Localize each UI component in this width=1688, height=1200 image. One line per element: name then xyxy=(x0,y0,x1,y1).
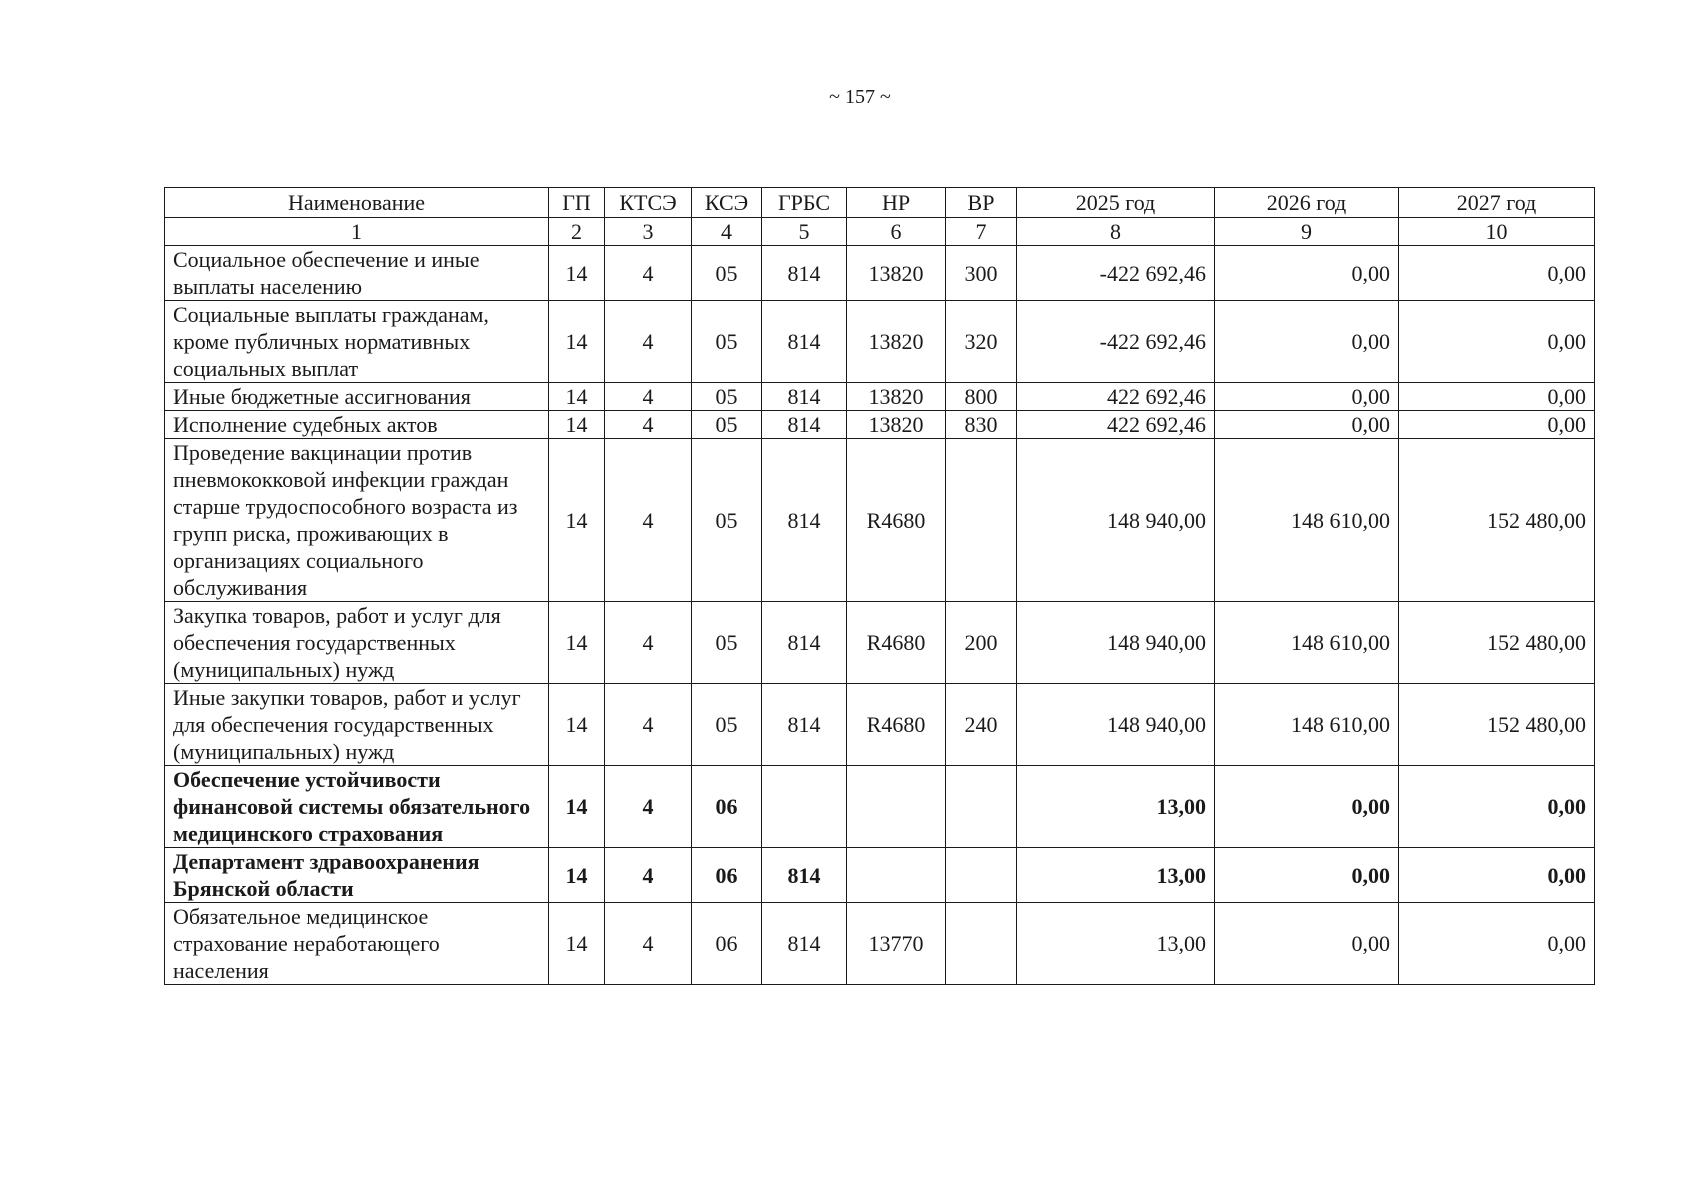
cell-vr: 240 xyxy=(946,684,1017,766)
header-row xyxy=(165,188,1595,218)
cell-2025: 13,00 xyxy=(1017,766,1215,848)
cell-vr xyxy=(946,903,1017,985)
cell-vr xyxy=(946,848,1017,903)
cell-name: Социальное обеспечение и иные выплаты населению xyxy=(165,246,549,301)
cell-nr: R4680 xyxy=(847,602,946,684)
cell-vr: 830 xyxy=(946,411,1017,439)
cell-name: Иные закупки товаров, работ и услуг для обеспечения государственных (муниципальных) нужд xyxy=(165,684,549,766)
header-cell-nr: НР xyxy=(847,188,946,218)
cell-2026: 148 610,00 xyxy=(1215,602,1399,684)
column-number-cell: 6 xyxy=(847,218,946,246)
cell-ktse: 4 xyxy=(605,684,692,766)
header-cell-name: Наименование xyxy=(165,188,549,218)
cell-2027: 152 480,00 xyxy=(1399,684,1595,766)
cell-grbs: 814 xyxy=(762,684,847,766)
cell-grbs: 814 xyxy=(762,246,847,301)
cell-vr: 200 xyxy=(946,602,1017,684)
cell-2027: 0,00 xyxy=(1399,411,1595,439)
cell-2025: 148 940,00 xyxy=(1017,684,1215,766)
cell-gp: 14 xyxy=(549,602,605,684)
column-number-cell: 3 xyxy=(605,218,692,246)
cell-ktse: 4 xyxy=(605,301,692,383)
cell-kse: 06 xyxy=(692,766,762,848)
cell-ktse: 4 xyxy=(605,602,692,684)
table-row xyxy=(165,602,1595,684)
column-number-cell: 10 xyxy=(1399,218,1595,246)
cell-2027: 0,00 xyxy=(1399,848,1595,903)
cell-vr: 320 xyxy=(946,301,1017,383)
cell-kse: 06 xyxy=(692,848,762,903)
cell-kse: 05 xyxy=(692,301,762,383)
cell-nr xyxy=(847,766,946,848)
column-number-cell: 9 xyxy=(1215,218,1399,246)
column-number-cell: 5 xyxy=(762,218,847,246)
cell-2027: 152 480,00 xyxy=(1399,602,1595,684)
cell-name: Социальные выплаты гражданам, кроме публичных нормативных социальных выплат xyxy=(165,301,549,383)
cell-kse: 05 xyxy=(692,602,762,684)
table-body xyxy=(165,188,1595,985)
column-number-row xyxy=(165,218,1595,246)
table-row xyxy=(165,383,1595,411)
table-row xyxy=(165,301,1595,383)
cell-nr: 13770 xyxy=(847,903,946,985)
cell-vr xyxy=(946,439,1017,602)
table-row xyxy=(165,766,1595,848)
cell-nr: 13820 xyxy=(847,411,946,439)
cell-2025: 13,00 xyxy=(1017,903,1215,985)
cell-2025: 13,00 xyxy=(1017,848,1215,903)
cell-ktse: 4 xyxy=(605,848,692,903)
cell-2025: -422 692,46 xyxy=(1017,301,1215,383)
cell-nr: R4680 xyxy=(847,439,946,602)
cell-gp: 14 xyxy=(549,383,605,411)
cell-ktse: 4 xyxy=(605,766,692,848)
cell-kse: 05 xyxy=(692,246,762,301)
cell-name: Департамент здравоохранения Брянской области xyxy=(165,848,549,903)
cell-ktse: 4 xyxy=(605,411,692,439)
cell-gp: 14 xyxy=(549,848,605,903)
table-row xyxy=(165,439,1595,602)
cell-2026: 0,00 xyxy=(1215,246,1399,301)
cell-vr: 800 xyxy=(946,383,1017,411)
cell-grbs: 814 xyxy=(762,383,847,411)
cell-grbs: 814 xyxy=(762,411,847,439)
page-number: ~ 157 ~ xyxy=(829,86,891,108)
cell-2027: 0,00 xyxy=(1399,246,1595,301)
cell-gp: 14 xyxy=(549,439,605,602)
cell-2025: 422 692,46 xyxy=(1017,383,1215,411)
cell-grbs: 814 xyxy=(762,848,847,903)
cell-2025: -422 692,46 xyxy=(1017,246,1215,301)
header-cell-gp: ГП xyxy=(549,188,605,218)
cell-2026: 148 610,00 xyxy=(1215,439,1399,602)
cell-kse: 05 xyxy=(692,383,762,411)
budget-table xyxy=(164,187,1595,985)
cell-2027: 0,00 xyxy=(1399,766,1595,848)
column-number-cell: 2 xyxy=(549,218,605,246)
cell-nr: 13820 xyxy=(847,383,946,411)
table-row xyxy=(165,848,1595,903)
cell-name: Иные бюджетные ассигнования xyxy=(165,383,549,411)
header-cell-ktse: КТСЭ xyxy=(605,188,692,218)
cell-gp: 14 xyxy=(549,411,605,439)
cell-kse: 05 xyxy=(692,411,762,439)
cell-2026: 0,00 xyxy=(1215,383,1399,411)
cell-grbs: 814 xyxy=(762,602,847,684)
cell-2026: 0,00 xyxy=(1215,411,1399,439)
cell-2027: 0,00 xyxy=(1399,383,1595,411)
cell-2026: 0,00 xyxy=(1215,301,1399,383)
header-cell-grbs: ГРБС xyxy=(762,188,847,218)
cell-name: Обеспечение устойчивости финансовой системы обязательного медицинского страхования xyxy=(165,766,549,848)
cell-gp: 14 xyxy=(549,301,605,383)
column-number-cell: 7 xyxy=(946,218,1017,246)
column-number-cell: 8 xyxy=(1017,218,1215,246)
cell-nr xyxy=(847,848,946,903)
table-row xyxy=(165,903,1595,985)
column-number-cell: 4 xyxy=(692,218,762,246)
cell-2026: 148 610,00 xyxy=(1215,684,1399,766)
cell-grbs xyxy=(762,766,847,848)
table-row xyxy=(165,684,1595,766)
table-row xyxy=(165,411,1595,439)
cell-kse: 05 xyxy=(692,684,762,766)
cell-name: Проведение вакцинации против пневмококковой инфекции граждан старше трудоспособного возраста из групп риска, проживающих в организациях социального обслуживания xyxy=(165,439,549,602)
cell-nr: R4680 xyxy=(847,684,946,766)
cell-2025: 148 940,00 xyxy=(1017,602,1215,684)
cell-ktse: 4 xyxy=(605,903,692,985)
header-cell-2027: 2027 год xyxy=(1399,188,1595,218)
cell-kse: 05 xyxy=(692,439,762,602)
header-cell-2026: 2026 год xyxy=(1215,188,1399,218)
cell-name: Исполнение судебных актов xyxy=(165,411,549,439)
cell-gp: 14 xyxy=(549,766,605,848)
cell-grbs: 814 xyxy=(762,301,847,383)
table-row xyxy=(165,246,1595,301)
column-number-cell: 1 xyxy=(165,218,549,246)
cell-grbs: 814 xyxy=(762,439,847,602)
cell-ktse: 4 xyxy=(605,439,692,602)
cell-nr: 13820 xyxy=(847,301,946,383)
header-cell-kse: КСЭ xyxy=(692,188,762,218)
cell-name: Обязательное медицинское страхование неработающего населения xyxy=(165,903,549,985)
cell-gp: 14 xyxy=(549,903,605,985)
cell-2026: 0,00 xyxy=(1215,903,1399,985)
cell-kse: 06 xyxy=(692,903,762,985)
cell-gp: 14 xyxy=(549,684,605,766)
cell-vr: 300 xyxy=(946,246,1017,301)
cell-2025: 422 692,46 xyxy=(1017,411,1215,439)
cell-2027: 152 480,00 xyxy=(1399,439,1595,602)
header-cell-vr: ВР xyxy=(946,188,1017,218)
cell-nr: 13820 xyxy=(847,246,946,301)
cell-2026: 0,00 xyxy=(1215,766,1399,848)
cell-2027: 0,00 xyxy=(1399,903,1595,985)
cell-ktse: 4 xyxy=(605,383,692,411)
cell-2025: 148 940,00 xyxy=(1017,439,1215,602)
header-cell-2025: 2025 год xyxy=(1017,188,1215,218)
cell-ktse: 4 xyxy=(605,246,692,301)
cell-2027: 0,00 xyxy=(1399,301,1595,383)
cell-2026: 0,00 xyxy=(1215,848,1399,903)
cell-gp: 14 xyxy=(549,246,605,301)
cell-vr xyxy=(946,766,1017,848)
cell-grbs: 814 xyxy=(762,903,847,985)
cell-name: Закупка товаров, работ и услуг для обеспечения государственных (муниципальных) нужд xyxy=(165,602,549,684)
